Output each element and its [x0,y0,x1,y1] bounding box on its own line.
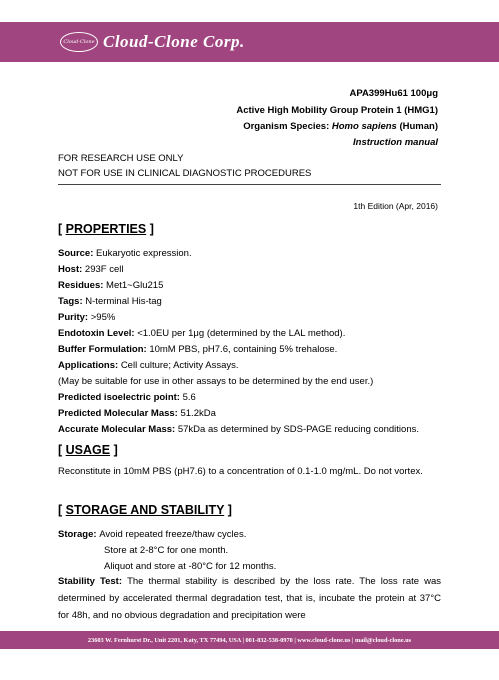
storage-heading: [ STORAGE AND STABILITY ] [58,503,232,517]
company-logo [60,29,245,55]
property-row: Tags: N-terminal His-tag [58,296,162,307]
property-row: Source: Eukaryotic expression. [58,248,192,259]
property-row: Endotoxin Level: <1.0EU per 1μg (determined by the LAL method). [58,328,346,339]
property-row: Predicted Molecular Mass: 51.2kDa [58,408,216,419]
property-row: Buffer Formulation: 10mM PBS, pH7.6, containing 5% trehalose. [58,344,338,355]
storage-line: Store at 2-8°C for one month. [104,545,229,556]
company-name: Cloud-Clone Corp. [103,32,245,51]
usage-text: Reconstitute in 10mM PBS (pH7.6) to a concentration of 0.1-1.0 mg/mL. Do not vortex. [58,466,423,477]
doc-type: Instruction manual [353,137,438,148]
property-row: Predicted isoelectric point: 5.6 [58,392,196,403]
footer-contact: 23603 W. Fernhurst Dr., Unit 2201, Katy, TX 77494, USA | 001-832-538-0970 | www.cloud-clone.us | mail@cloud-clone.us [87,636,412,644]
property-row: Purity: >95% [58,312,116,323]
properties-heading: [ PROPERTIES ] [58,222,154,236]
product-code: APA399Hu61 100μg [349,88,438,99]
edition: 1th Edition (Apr, 2016) [353,201,438,211]
product-name: Active High Mobility Group Protein 1 (HMG1) [236,105,438,116]
organism-species: Organism Species: Homo sapiens (Human) [243,121,438,132]
property-row: Residues: Met1~Glu215 [58,280,164,291]
property-row: (May be suitable for use in other assays to be determined by the end user.) [58,376,374,387]
stability-text: Stability Test: The thermal stability is described by the loss rate. The loss rate was determined by accelerated thermal degradation test, that is, incubate the protein at 37°C for 48h, and no obvious degradation and precipitation were [58,576,441,621]
storage-line: Storage: Avoid repeated freeze/thaw cycles. [58,529,247,540]
storage-line: Aliquot and store at -80°C for 12 months. [104,561,277,572]
property-row: Applications: Cell culture; Activity Assays. [58,360,239,371]
property-row: Host: 293F cell [58,264,124,275]
property-row: Accurate Molecular Mass: 57kDa as determined by SDS-PAGE reducing conditions. [58,424,420,435]
research-notice: FOR RESEARCH USE ONLY [58,153,184,164]
logo-mark: Cloud-Clone [60,32,98,52]
footer-band [0,631,499,649]
diagnostic-notice: NOT FOR USE IN CLINICAL DIAGNOSTIC PROCEDURES [58,168,312,179]
divider [58,184,441,185]
usage-heading: [ USAGE ] [58,443,118,457]
